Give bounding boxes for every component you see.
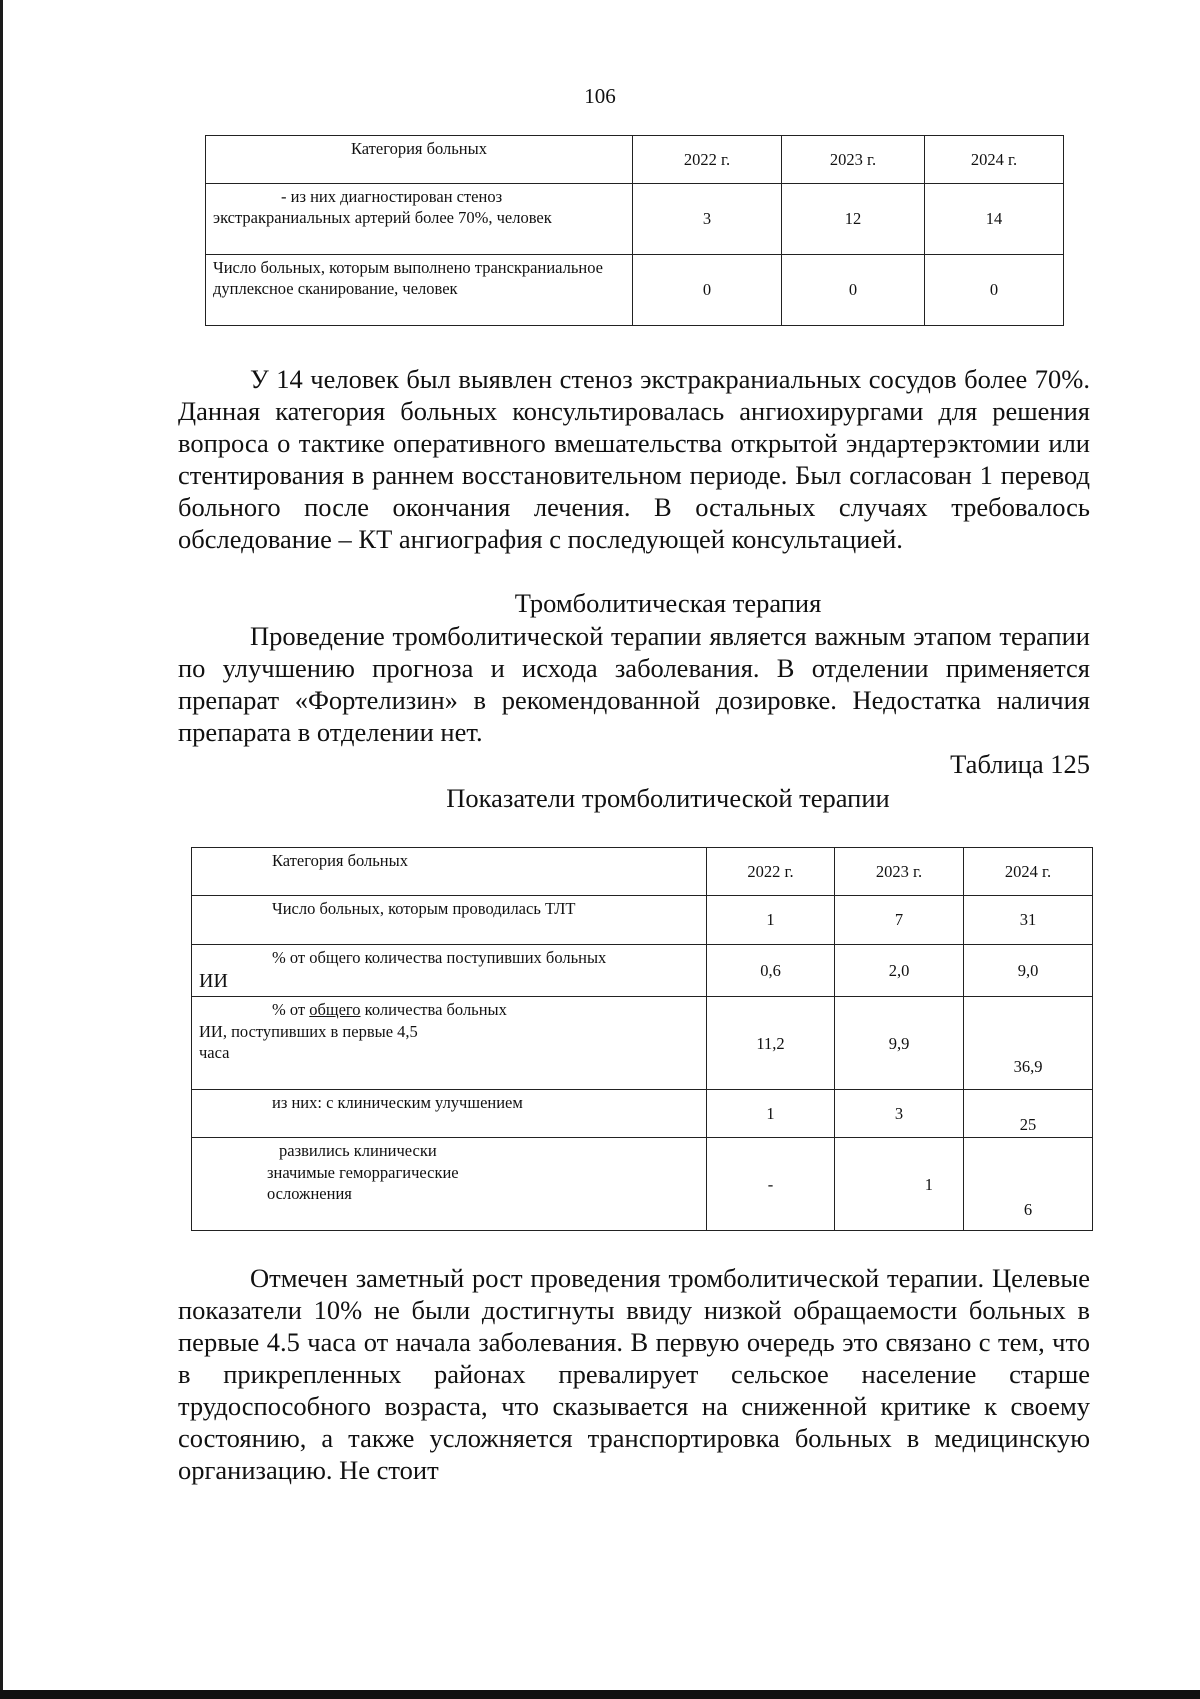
cell-2023: 12 <box>782 184 925 255</box>
header-2023: 2023 г. <box>782 136 925 184</box>
row-category <box>192 945 707 997</box>
paragraph-thrombolysis: Проведение тромболитической терапии является важным этапом терапии по улучшению прогноза и исхода заболевания. В отделении применяется препарат «Фортелизин» в рекомендованной дозировке. Недостатка наличия препарата в отделении нет. <box>178 621 1090 747</box>
section-heading: Тромболитическая терапия <box>514 588 822 618</box>
table-header-row <box>206 136 1064 184</box>
cell-2024: 0 <box>925 255 1064 326</box>
header-2022: 2022 г. <box>633 136 782 184</box>
row-category: Число больных, которым проводилась ТЛТ <box>192 896 707 945</box>
cell-2023: 3 <box>835 1090 964 1138</box>
table-row <box>192 945 1093 997</box>
stenosis-table <box>205 135 1064 326</box>
table-row <box>192 896 1093 945</box>
table-row <box>206 184 1064 255</box>
table-header-row <box>192 848 1093 896</box>
cell-2022: 11,2 <box>707 997 835 1090</box>
category-text-underlined: общего <box>309 1000 361 1020</box>
cell-2022: 1 <box>707 1090 835 1138</box>
cell-2022: - <box>707 1138 835 1231</box>
header-2024: 2024 г. <box>925 136 1064 184</box>
table-row <box>206 255 1064 326</box>
cell-2022: 3 <box>633 184 782 255</box>
row-category <box>192 997 707 1090</box>
cell-2024: 36,9 <box>964 997 1093 1090</box>
category-line <box>199 999 699 1020</box>
paragraph-stenosis: У 14 человек был выявлен стеноз экстракраниальных сосудов более 70%. Данная категория больных консультировалась ангиохирургами для решения вопроса о тактике оперативного вмешательства открытой эндартерэктомии или стентирования в раннем восстановительном периоде. Был согласован 1 перевод больного после окончания лечения. В остальных случаях требовалось обследование – КТ ангиография с последующей консультацией. <box>178 364 1090 554</box>
cell-2024: 14 <box>925 184 1064 255</box>
category-line: % от общего количества поступивших больных <box>272 948 607 967</box>
cell-2024: 31 <box>964 896 1093 945</box>
cell-2022: 1 <box>707 896 835 945</box>
cell-2022: 0,6 <box>707 945 835 997</box>
header-2023: 2023 г. <box>835 848 964 896</box>
table-title: Показатели тромболитической терапии <box>446 783 890 813</box>
cell-2023: 0 <box>782 255 925 326</box>
scan-bottom-edge <box>0 1690 1200 1699</box>
category-text: % от <box>272 1000 310 1020</box>
header-category: Категория больных <box>192 848 707 896</box>
category-line: развились клинически <box>279 1141 437 1161</box>
row-category: Число больных, которым выполнено транскраниальное дуплексное сканирование, человек <box>206 255 633 326</box>
row-category: из них: с клиническим улучшением <box>192 1090 707 1138</box>
category-line: часа <box>199 1043 230 1063</box>
page-number: 106 <box>584 84 616 108</box>
cell-2023: 2,0 <box>835 945 964 997</box>
category-line: осложнения <box>267 1184 352 1204</box>
row-category <box>192 1138 707 1231</box>
cell-2024: 9,0 <box>964 945 1093 997</box>
header-category: Категория больных <box>206 136 633 184</box>
cell-2022: 0 <box>633 255 782 326</box>
scan-left-edge <box>0 0 3 1699</box>
row-category: - из них диагностирован стеноз экстракраниальных артерий более 70%, человек <box>206 184 633 255</box>
category-line: ИИ, поступивших в первые 4,5 <box>199 1021 418 1041</box>
category-text: количества больных <box>360 1000 507 1020</box>
table-label: Таблица 125 <box>950 749 1090 779</box>
cell-2023: 9,9 <box>835 997 964 1090</box>
table-row <box>192 997 1093 1090</box>
cell-2023: 7 <box>835 896 964 945</box>
header-2022: 2022 г. <box>707 848 835 896</box>
header-2024: 2024 г. <box>964 848 1093 896</box>
paragraph-conclusion: Отмечен заметный рост проведения тромболитической терапии. Целевые показатели 10% не были достигнуты ввиду низкой обращаемости больных в первые 4.5 часа от начала заболевания. В первую очередь это связано с тем, что в прикрепленных районах превалирует сельское население старше трудоспособного возраста, что сказывается на сниженной критике к своему состоянию, а также усложняется транспортировка больных в медицинскую организацию. Не стоит <box>178 1263 1090 1485</box>
cell-2024: 6 <box>964 1138 1093 1231</box>
cell-2024: 25 <box>964 1090 1093 1138</box>
table-row <box>192 1090 1093 1138</box>
cell-2023: 1 <box>835 1138 964 1231</box>
category-line: ИИ <box>199 970 228 993</box>
category-line: значимые геморрагические <box>267 1162 459 1182</box>
table-row <box>192 1138 1093 1231</box>
thrombolysis-table <box>191 847 1093 1231</box>
